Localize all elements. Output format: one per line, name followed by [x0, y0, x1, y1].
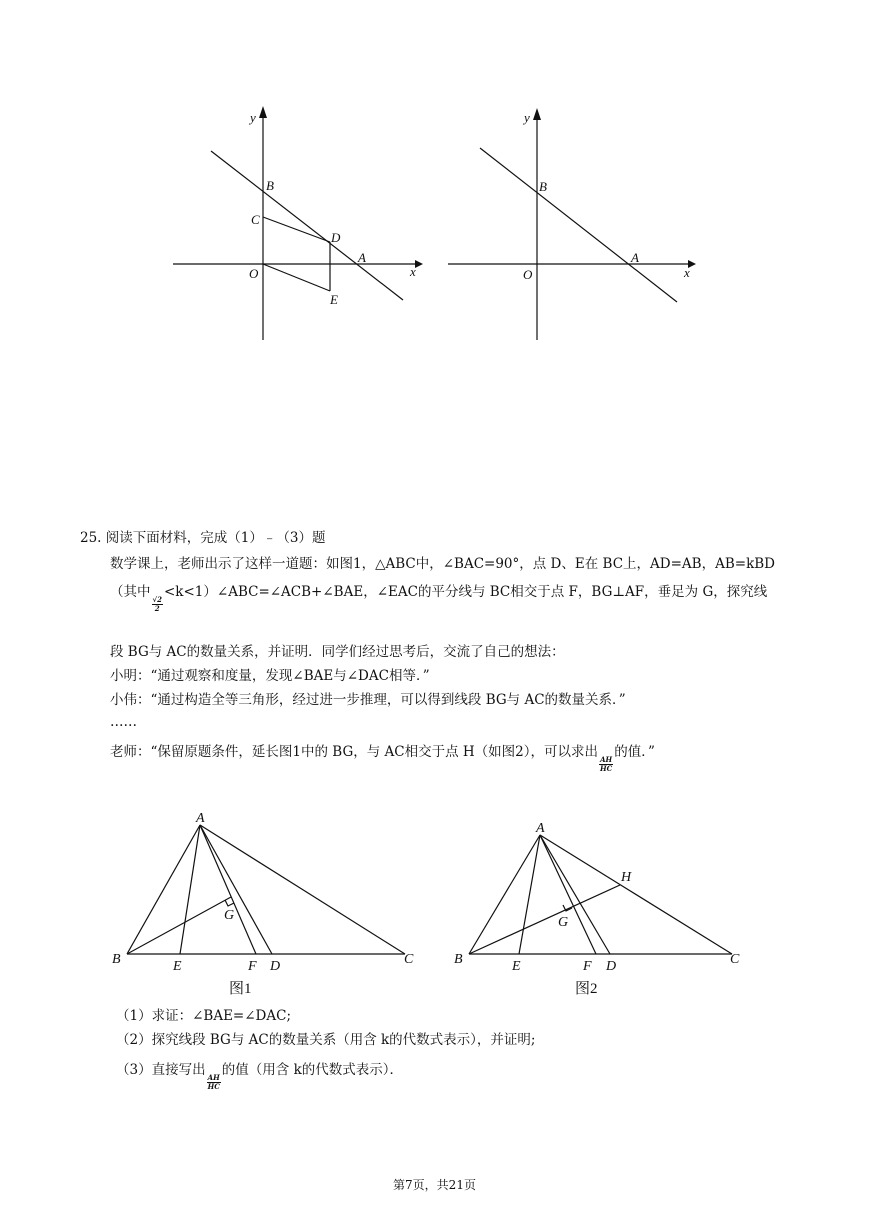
label-b: B [266, 178, 274, 193]
label-o: O [249, 266, 259, 281]
y-axis-arrow-right [533, 108, 541, 120]
fig2-label-f: F [583, 959, 592, 974]
problem-line-7 [110, 742, 655, 773]
problem-number: 25. [80, 530, 102, 546]
fig2-caption: 图2 [575, 981, 598, 997]
label-a-right: A [631, 250, 639, 265]
problem-line-5: 小伟：“通过构造全等三角形，经过进一步推理，可以得到线段 BG与 AC的数量关系．” [110, 692, 626, 708]
label-b-right: B [539, 179, 547, 194]
problem-line-3: 段 BG与 AC的数量关系，并证明．同学们经过思考后，交流了自己的想法： [110, 644, 565, 660]
fig2-label-b: B [454, 952, 463, 967]
segment-oe [263, 264, 330, 291]
fig1-segment-ae [180, 825, 200, 954]
triangle-figures [0, 805, 869, 1005]
label-x-right: x [684, 265, 690, 280]
fig1-caption: 图1 [229, 981, 252, 997]
fig2-label-g: G [558, 915, 569, 930]
label-c: C [251, 212, 260, 227]
question-3 [116, 1060, 404, 1091]
fig1-label-d: D [270, 959, 281, 974]
fig1-label-e: E [173, 959, 182, 974]
question-3-pre: （3）直接写出 [116, 1062, 206, 1078]
y-axis-arrow [259, 106, 267, 118]
fig2-label-d: D [606, 959, 617, 974]
fraction-denominator: HC [207, 1082, 220, 1091]
page-footer: 第7页，共21页 [393, 1178, 476, 1192]
label-y-right: y [524, 110, 530, 125]
fig1-segment-ad [200, 825, 272, 954]
problem-line-2 [110, 582, 768, 613]
fig1-segment-af [200, 825, 256, 954]
label-o-right: O [523, 267, 533, 282]
fig1-label-g: G [224, 908, 235, 923]
problem-intro-text: 阅读下面材料，完成（1）﹣（3）题 [105, 530, 326, 546]
label-x: x [410, 264, 416, 279]
coordinate-figure-left [0, 0, 869, 360]
fig1-label-a: A [196, 811, 205, 826]
question-2: （2）探究线段 BG与 AC的数量关系（用含 k的代数式表示），并证明; [116, 1032, 536, 1048]
fraction-ah-over-hc [599, 756, 613, 773]
fig2-segment-bh [469, 885, 620, 954]
fraction-denominator: 2 [154, 604, 160, 613]
problem-line-7-pre: 老师：“保留原题条件，延长图1中的 BG，与 AC相交于点 H（如图2），可以求出 [110, 744, 599, 760]
fig2-label-c: C [730, 952, 740, 967]
label-a: A [358, 250, 366, 265]
fraction-sqrt2-over-2 [152, 596, 163, 613]
fig2-label-h: H [621, 870, 632, 885]
fig1-segment-ac [200, 825, 405, 954]
fig2-label-e: E [512, 959, 521, 974]
fig2-label-a: A [536, 821, 545, 836]
fraction-denominator: HC [600, 764, 613, 773]
label-y: y [250, 110, 256, 125]
label-e: E [330, 292, 338, 307]
problem-line-2-post: <k<1）∠ABC=∠ACB+∠BAE，∠EAC的平分线与 BC相交于点 F，BG⊥AF，垂足为 G，探究线 [163, 584, 768, 600]
question-1: （1）求证：∠BAE=∠DAC; [116, 1008, 291, 1024]
problem-line-6: …… [110, 714, 137, 730]
question-3-post: 的值（用含 k的代数式表示）． [221, 1062, 404, 1078]
problem-intro [80, 528, 325, 548]
problem-line-2-pre: （其中 [110, 584, 151, 600]
fig1-label-b: B [112, 952, 121, 967]
problem-line-4: 小明：“通过观察和度量，发现∠BAE与∠DAC相等．” [110, 668, 430, 684]
fraction-numerator: √2 [152, 595, 162, 604]
fig2-segment-ac [540, 835, 732, 954]
problem-line-7-post: 的值．” [614, 744, 655, 760]
segment-cd [263, 217, 330, 242]
fraction-numerator: AH [600, 755, 613, 764]
label-d: D [331, 230, 341, 245]
problem-line-1: 数学课上，老师出示了这样一道题：如图1，△ABC中，∠BAC=90°，点 D、E在 BC上，AD=AB，AB=kBD [110, 556, 775, 572]
fig1-label-c: C [404, 952, 414, 967]
fraction-numerator: AH [207, 1073, 220, 1082]
line-ab-right [480, 148, 677, 302]
x-axis-arrow [415, 260, 423, 268]
fig1-label-f: F [248, 959, 257, 974]
line-ab [211, 151, 403, 300]
fraction-ah-over-hc-q3 [207, 1074, 221, 1091]
